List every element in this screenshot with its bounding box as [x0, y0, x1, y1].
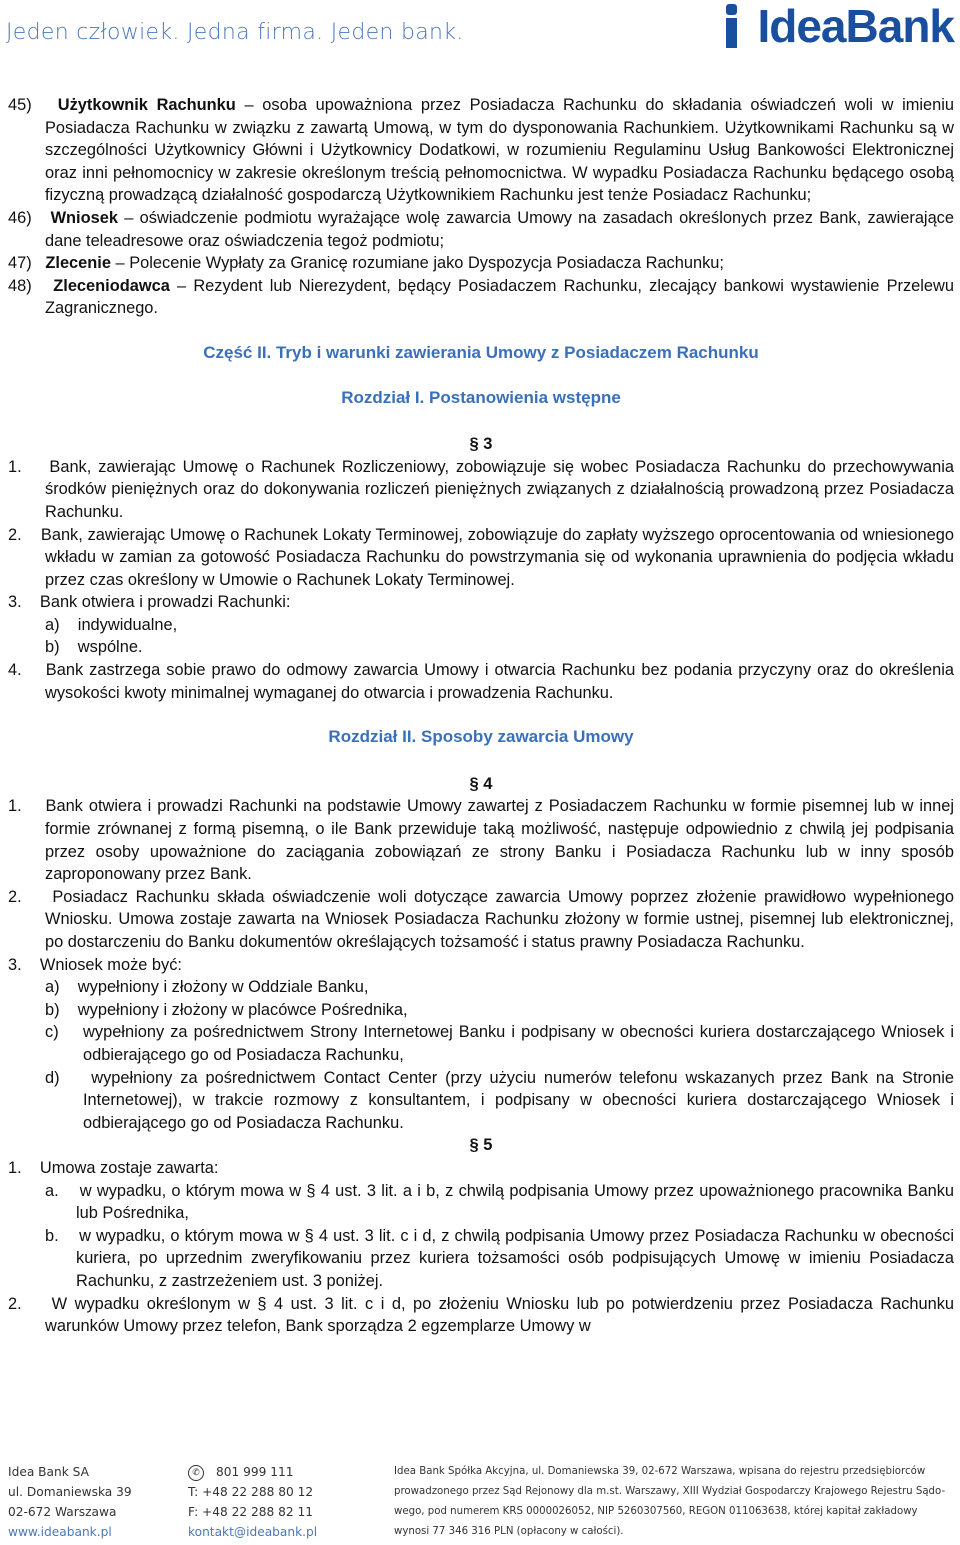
paragraph-number: 2. — [8, 525, 22, 544]
list-marker: a) — [45, 615, 60, 634]
list-item — [8, 1067, 954, 1135]
paragraph-number: 1. — [8, 1158, 22, 1177]
list-marker: b) — [45, 638, 60, 657]
phone-icon: ✆ — [188, 1465, 204, 1481]
paragraph-text: Bank, zawierając Umowę o Rachunek Rozliczeniowy, zobowiązuje się wobec Posiadacza Rachunku do przechowywania środków pieniężnych oraz do dokonywania rozliczeń pieniężnych związanych z działalnością prowadzoną przez Posiadacza Rachunku. — [45, 457, 954, 521]
footer-city: 02-672 Warszawa — [8, 1505, 117, 1519]
definition-item — [8, 252, 954, 275]
page-footer — [0, 1458, 960, 1545]
paragraph-number: 2. — [8, 1294, 22, 1313]
paragraph-text: Umowa zostaje zawarta: — [39, 1158, 219, 1177]
paragraph-number: 4. — [8, 661, 22, 680]
logo-mark-icon — [723, 4, 753, 48]
list-item — [8, 976, 954, 999]
list-item — [8, 614, 954, 637]
item-number: 47) — [8, 254, 32, 273]
item-number: 45) — [8, 96, 32, 114]
paragraph-text: Bank zastrzega sobie prawo do odmowy zawarcia Umowy i otwarcia Rachunku bez podania przyczyny oraz do określenia wysokości kwoty minimalnej wymaganej do otwarcia i prowadzenia Rachunku. — [45, 661, 954, 702]
footer-company: Idea Bank SA — [8, 1465, 89, 1479]
list-marker: c) — [45, 1023, 59, 1042]
paragraph — [8, 954, 954, 977]
item-term: Zlecenie — [45, 254, 111, 273]
paragraph — [8, 524, 954, 592]
footer-address — [8, 1462, 132, 1542]
paragraph-number: 2. — [8, 887, 22, 906]
document-body — [8, 94, 954, 1338]
footer-hotline: 801 999 111 — [216, 1465, 294, 1479]
definition-item — [8, 207, 954, 252]
footer-contact — [188, 1462, 317, 1542]
footer-email-link[interactable]: kontakt@ideabank.pl — [188, 1525, 318, 1539]
item-text: – Rezydent lub Nierezydent, będący Posiadaczem Rachunku, zlecający bankowi wystawienie Przelewu Zagranicznego. — [45, 276, 954, 318]
footer-legal-line: wynosi 77 346 316 PLN (opłacony w całości). — [394, 1526, 624, 1537]
footer-legal-line: Idea Bank Spółka Akcyjna, ul. Domaniewska 39, 02-672 Warszawa, wpisana do rejestru przedsiębiorców — [394, 1466, 926, 1477]
paragraph — [8, 591, 954, 614]
list-marker: b. — [45, 1226, 59, 1245]
item-term: Wniosek — [50, 208, 118, 227]
paragraph — [8, 886, 954, 954]
paragraph-text: Bank otwiera i prowadzi Rachunki: — [39, 593, 291, 612]
section-heading: § 5 — [469, 1136, 493, 1155]
paragraph — [8, 1157, 954, 1180]
list-item — [8, 1180, 954, 1225]
section-heading: § 3 — [469, 435, 493, 454]
section-heading: § 4 — [469, 774, 493, 793]
footer-legal-line: prowadzonego przez Sąd Rejonowy dla m.st. Warszawy, XIII Wydział Gospodarczy Krajowego Rejestru Sądo- — [394, 1486, 946, 1497]
footer-website-link[interactable]: www.ideabank.pl — [8, 1525, 112, 1539]
footer-street: ul. Domaniewska 39 — [8, 1485, 132, 1499]
logo-text: IdeaBank — [757, 0, 954, 52]
item-text: – Polecenie Wypłaty za Granicę rozumiane jako Dyspozycja Posiadacza Rachunku; — [110, 254, 724, 273]
chapter-title: Rozdział II. Sposoby zawarcia Umowy — [328, 727, 634, 747]
item-number: 46) — [8, 208, 32, 227]
footer-legal — [394, 1462, 945, 1542]
footer-phone: T: +48 22 288 80 12 — [188, 1485, 314, 1499]
list-text: wypełniony i złożony w Oddziale Banku, — [77, 978, 369, 997]
paragraph-number: 3. — [8, 593, 22, 612]
paragraph — [8, 1293, 954, 1338]
paragraph-text: Bank otwiera i prowadzi Rachunki na podstawie Umowy zawartej z Posiadaczem Rachunku w formie pisemnej lub w innej formie zrównanej z formą pisemną, o ile Bank przewiduje taką możliwość, następuje odpowiednio z chwilą jej podpisania przez osoby upoważnione do zaciągania zobowiązań ze strony Banku i Posiadacza Rachunku lub w inny sposób zaproponowany przez Bank. — [45, 797, 954, 884]
item-term: Użytkownik Rachunku — [57, 96, 236, 114]
page-header — [0, 0, 960, 70]
paragraph-number: 3. — [8, 955, 22, 974]
ideabank-logo — [723, 0, 954, 52]
paragraph-number: 1. — [8, 457, 22, 476]
list-marker: d) — [45, 1068, 60, 1087]
list-text: w wypadku, o którym mowa w § 4 ust. 3 lit. c i d, z chwilą podpisania Umowy przez Posiadacza Rachunku w obecności kuriera, po uprzednim zweryfikowaniu przez kuriera tożsamości osób podpisujących Umowę w imieniu Posiadacza Rachunku, z zastrzeżeniem ust. 3 poniżej. — [76, 1226, 954, 1290]
list-text: w wypadku, o którym mowa w § 4 ust. 3 lit. a i b, z chwilą podpisania Umowy przez upoważnionego pracownika Banku lub Pośrednika, — [76, 1181, 955, 1223]
paragraph-text: Bank, zawierając Umowę o Rachunek Lokaty Terminowej, zobowiązuje do zapłaty wyższego oprocentowania od wniesionego wkładu w zamian za gotowość Posiadacza Rachunku do powstrzymania się od wykonania uprawnienia do podjęcia wkładu przez czas określony w Umowie o Rachunek Lokaty Terminowej. — [40, 525, 954, 589]
list-marker: a. — [45, 1181, 59, 1200]
list-item — [8, 1225, 954, 1293]
item-text: – oświadczenie podmiotu wyrażające wolę zawarcia Umowy na zasadach określonych przez Bank, zawierające dane teleadresowe oraz oświadczenia tegoż podmiotu; — [45, 208, 954, 250]
list-marker: b) — [45, 1000, 60, 1019]
list-item — [8, 1021, 954, 1066]
list-text: wypełniony i złożony w placówce Pośrednika, — [77, 1000, 408, 1019]
paragraph — [8, 456, 954, 524]
list-text: wspólne. — [77, 638, 143, 657]
paragraph — [8, 659, 954, 704]
item-term: Zleceniodawca — [53, 276, 170, 295]
list-text: wypełniony za pośrednictwem Contact Center (przy użyciu numerów telefonu wskazanych przez Bank na Stronie Internetowej), w trakcie rozmowy z konsultantem, i podpisany w obecności kuriera dostarczającego Wniosek i odbierającego go od Posiadacza Rachunku. — [83, 1068, 954, 1132]
item-number: 48) — [8, 276, 32, 295]
paragraph-number: 1. — [8, 797, 22, 816]
footer-fax: F: +48 22 288 82 11 — [188, 1505, 314, 1519]
definition-item — [8, 94, 954, 207]
list-marker: a) — [45, 978, 60, 997]
header-slogan: Jeden człowiek. Jedna firma. Jeden bank. — [6, 20, 464, 45]
paragraph — [8, 795, 954, 885]
footer-legal-line: wego, pod numerem KRS 0000026052, NIP 5260307560, REGON 011063638, której kapitał zakładowy — [394, 1506, 918, 1517]
paragraph-text: Posiadacz Rachunku składa oświadczenie woli dotyczące zawarcia Umowy poprzez złożenie prawidłowo wypełnionego Wniosku. Umowa zostaje zawarta na Wniosek Posiadacza Rachunku złożony w formie ustnej, pisemnej lub elektronicznej, po dostarczeniu do Banku dokumentów określających tożsamość i status prawny Posiadacza Rachunku. — [45, 887, 955, 951]
list-item — [8, 999, 954, 1022]
paragraph-text: W wypadku określonym w § 4 ust. 3 lit. c i d, po złożeniu Wniosku lub po potwierdzeniu przez Posiadacza Rachunku warunków Umowy przez telefon, Bank sporządza 2 egzemplarze Umowy w — [45, 1294, 954, 1336]
list-text: wypełniony za pośrednictwem Strony Internetowej Banku i podpisany w obecności kuriera dostarczającego Wniosek i odbierającego go od Posiadacza Rachunku, — [83, 1023, 955, 1064]
part-title: Część II. Tryb i warunki zawierania Umowy z Posiadaczem Rachunku — [203, 342, 759, 362]
paragraph-text: Wniosek może być: — [39, 955, 182, 974]
definition-item — [8, 275, 954, 320]
item-text: – osoba upoważniona przez Posiadacza Rachunku do składania oświadczeń woli w imieniu Posiadacza Rachunku w związku z zawartą Umową, w tym do dysponowania Rachunkiem. Użytkownikami Rachunku są w szczególności Użytkownicy Główni i Użytkownicy Dodatkowi, w rozumieniu Regulaminu Usług Bankowości Elektronicznej oraz inni pełnomocnicy w zakresie określonym treścią pełnomocnictwa. W wypadku Posiadacza Rachunku będącego osobą fizyczną prowadzącą działalność gospodarczą Użytkownikiem Rachunku jest tenże Posiadacz Rachunku; — [45, 96, 954, 205]
list-item — [8, 636, 954, 659]
list-text: indywidualne, — [77, 615, 178, 634]
chapter-title: Rozdział I. Postanowienia wstępne — [341, 387, 621, 407]
